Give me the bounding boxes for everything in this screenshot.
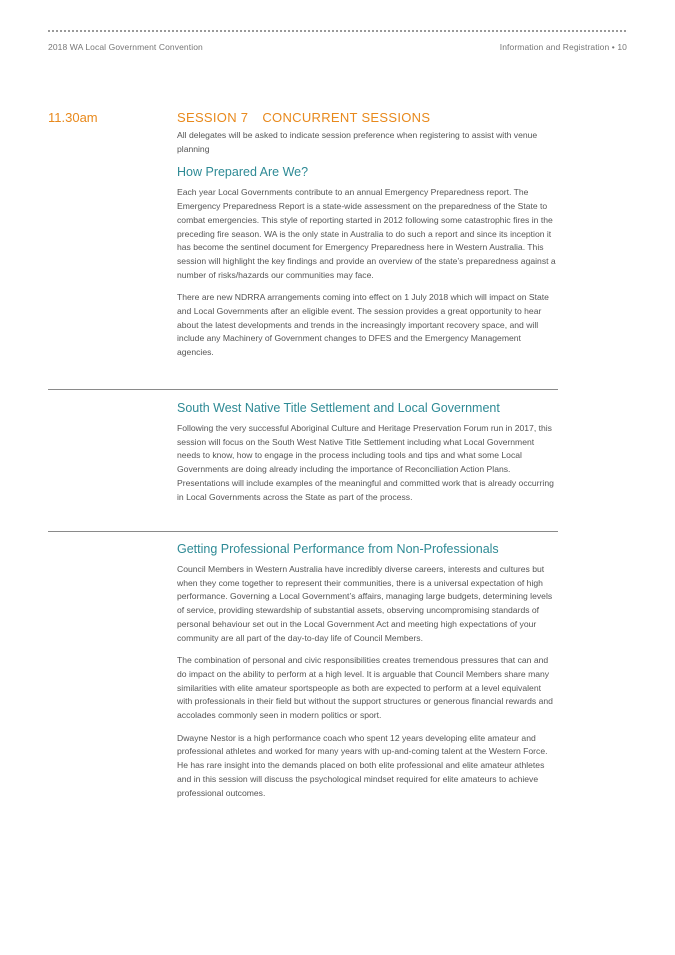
section-paragraph: Council Members in Western Australia have incredibly diverse careers, interests and cultures but when they come together to represent their communities, there is a universal expectation of high performance. Governing a Local Government’s affairs, managing large budgets, determining levels of service, providing stewardship of substantial assets, observing uncompromising standards of personal behaviour set out in the Local Government Act and meeting high expectations of your community are all part of the day-to-day life of Council Members. — [177, 564, 553, 643]
section-paragraph: There are new NDRRA arrangements coming into effect on 1 July 2018 which will impact on State and Local Governments after an eligible event. The session provides a great opportunity to hear about the latest developments and trends in the increasingly important recovery space, and will include any Machinery of Government changes to DFES and the Emergency Management agencies. — [177, 292, 549, 358]
section-title: South West Native Title Settlement and Local Government — [177, 401, 500, 415]
session-intro: All delegates will be asked to indicate session preference when registering to assist with venue planning — [177, 130, 538, 154]
section-professional-performance — [177, 542, 557, 809]
section-paragraph: Dwayne Nestor is a high performance coach who spent 12 years developing elite amateur and professional athletes and worked for many years with up-and-coming talent at the Western Force. He has rare insight into the demands placed on both elite professional and elite amateur athletes and in this session will discuss the psychological mindset required for elite amateurs to achieve professional outcomes. — [177, 732, 548, 798]
section-how-prepared — [177, 165, 557, 359]
session-time: 11.30am — [48, 110, 98, 125]
header-section-page: Information and Registration • 10 — [499, 42, 627, 52]
header-event-title: 2018 WA Local Government Convention — [48, 42, 203, 52]
session-content — [177, 110, 557, 369]
section-paragraph: The combination of personal and civic responsibilities creates tremendous pressures that can and do impact on the ability to perform at a high level. It is arguable that Council Members share many similarities with elite amateur sportspeople as both are expected to perform at a level equivalent with professionals in their field but without the support structures or generous financial rewards and accolades commonly seen in modern politics or sport. — [177, 655, 553, 721]
section-divider — [48, 389, 558, 390]
section-title: Getting Professional Performance from Non-Professionals — [177, 542, 499, 556]
session-heading — [177, 110, 557, 125]
session-number: SESSION 7 — [177, 110, 249, 125]
session-name: CONCURRENT SESSIONS — [262, 110, 431, 125]
section-title: How Prepared Are We? — [177, 165, 309, 180]
header-dotted-rule — [48, 30, 626, 32]
section-paragraph: Each year Local Governments contribute to an annual Emergency Preparedness report. The Emergency Preparedness Report is a state-wide assessment on the preparedness of the State to combat emergencies. This style of reporting started in 2012 following some catastrophic fires in the preceding fire season. WA is the only state in Australia to do such a report and since its inception it has become the sentinel document for Emergency Preparedness here in Western Australia. This session will highlight the key findings and provide an overview of the state’s preparedness against a number of risks/hazards our communities may face. — [177, 187, 556, 280]
section-paragraph: Following the very successful Aboriginal Culture and Heritage Preservation Forum run in 2017, this session will focus on the South West Native Title Settlement including what Local Government needs to know, how to engage in the process including tools and tips and what some Local Governments are doing already including the importance of Reconciliation Action Plans. Presentations will include examples of the meaningful and committed work that is already occurring in Local Governments across the State as part of the process. — [177, 423, 554, 502]
section-divider — [48, 531, 558, 532]
section-native-title — [177, 401, 557, 513]
